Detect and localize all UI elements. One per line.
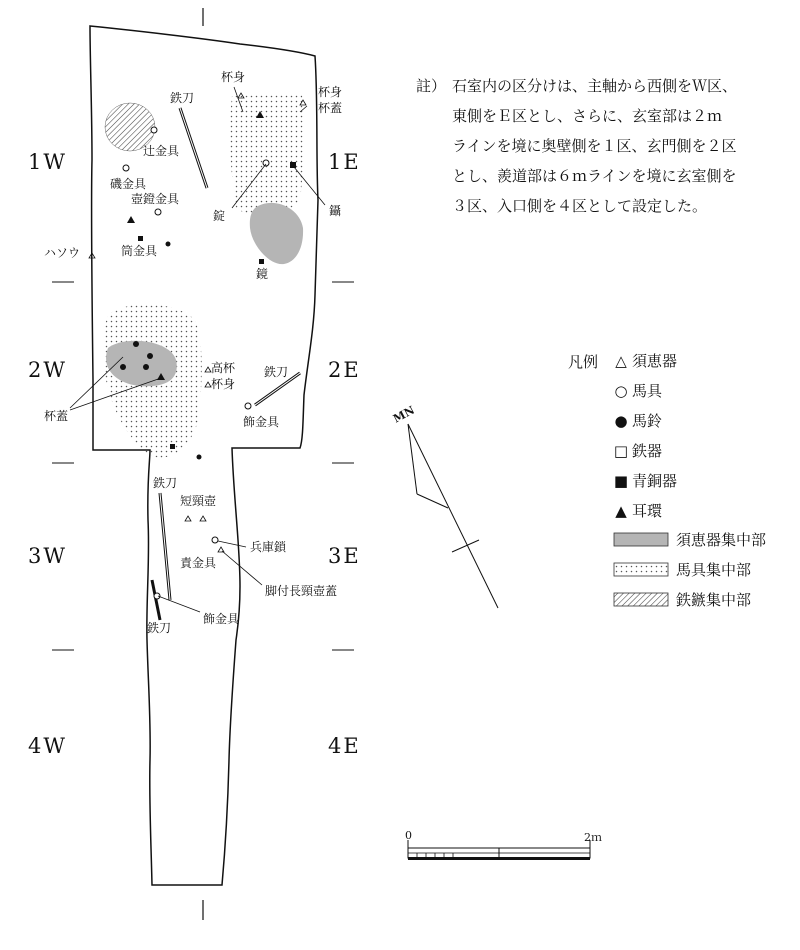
square-filled-icon: ■: [613, 472, 629, 490]
bronze-marker: [170, 444, 175, 449]
sue-marker: [218, 547, 224, 552]
legend-swatch-arrowhead: [614, 593, 668, 606]
note-label: 註）: [416, 77, 447, 95]
legend-item-bronze: [612, 472, 677, 490]
label-tsukimi: 杯身: [211, 377, 236, 391]
sword-4w: [152, 580, 160, 620]
legend-label: 須恵器: [632, 352, 678, 370]
sword-3w-core: [160, 493, 170, 600]
label-takatsuki: 高杯: [211, 361, 236, 375]
label-iron-sword: 鉄刀: [170, 91, 195, 105]
note-line-1: 石室内の区分けは、主軸から西側をＷ区、: [452, 77, 738, 95]
legend-swatch-sue: [614, 533, 668, 546]
horse-gear-marker: [263, 160, 269, 166]
north-arrow-line: [408, 424, 498, 608]
bell-marker: [120, 364, 126, 370]
label-tsutsukanagu: 筒金具: [121, 244, 158, 258]
legend-label: 耳環: [632, 502, 663, 520]
legend-item-arrowhead-area: [676, 591, 751, 609]
leader-line: [218, 541, 246, 547]
bell-marker: [133, 341, 139, 347]
bell-marker: [147, 353, 153, 359]
bronze-marker: [259, 259, 264, 264]
note-line-3: ラインを境に奥壁側を１区、玄門側を２区: [452, 137, 737, 155]
label-iron-sword: 鉄刀: [264, 365, 289, 379]
sue-marker: [185, 516, 191, 521]
legend-item-iron: [612, 442, 662, 460]
label-tsukimi: 杯身: [318, 85, 343, 99]
scale-bar-thick: [408, 857, 590, 860]
horse-gear-marker: [123, 165, 129, 171]
legend-item-horse-bell: [612, 412, 662, 430]
label-iron-sword: 鉄刀: [153, 476, 178, 490]
horse-gear-marker: [151, 127, 157, 133]
note-line-2: 東側をＥ区とし、さらに、玄室部は２ｍ: [452, 107, 723, 125]
label-tankeiko: 短頸壺: [180, 494, 217, 508]
earring-marker: [127, 216, 135, 223]
sue-area-1e: [250, 203, 303, 264]
legend-swatch-horse-gear: [614, 563, 668, 576]
label-jo: 錠: [213, 209, 226, 223]
zone-label-1e: 1E: [328, 150, 361, 174]
legend-title: 凡例: [568, 353, 599, 371]
horse-gear-marker: [155, 209, 161, 215]
label-hasou: ハソウ: [44, 246, 81, 260]
legend-item-sue: [612, 352, 677, 370]
label-iron-sword: 鉄刀: [147, 621, 172, 635]
legend-item-horse-gear-area: [676, 561, 751, 579]
north-arrow-line: [408, 424, 417, 494]
zone-label-1w: 1W: [28, 150, 67, 174]
note-line-4: とし、羨道部は６ｍラインを境に玄室側を: [452, 167, 737, 185]
north-arrow-label: MN: [391, 403, 417, 426]
label-kane: 鑷: [329, 204, 342, 218]
bell-marker: [197, 455, 202, 460]
bronze-marker: [138, 236, 143, 241]
leader-line: [158, 596, 200, 612]
label-mirror: 鏡: [256, 267, 269, 281]
circle-outline-icon: ○: [614, 382, 628, 400]
zone-label-4e: 4E: [328, 734, 361, 758]
label-kyakutsuki-tsubofuta: 脚付長頸壺蓋: [265, 584, 338, 598]
triangle-outline-icon: △: [615, 352, 627, 370]
legend-label: 馬鈴: [632, 412, 663, 430]
legend-label: 青銅器: [632, 472, 678, 490]
legend-label: 鉄鏃集中部: [676, 591, 752, 609]
legend-item-sue-area: [676, 531, 766, 549]
circle-filled-icon: ●: [614, 412, 628, 430]
label-tsujikanagu: 辻金具: [143, 144, 180, 158]
label-semekanagu: 責金具: [180, 556, 217, 570]
legend-label: 鉄器: [632, 442, 663, 460]
legend-label: 馬具: [632, 382, 663, 400]
zone-label-4w: 4W: [28, 734, 67, 758]
note-line-5: ３区、入口側を４区として設定した。: [452, 197, 708, 215]
label-tsukifuta: 杯蓋: [44, 409, 69, 423]
bell-marker: [166, 242, 171, 247]
horse-gear-marker: [245, 403, 251, 409]
zone-label-2w: 2W: [28, 358, 67, 382]
legend-label: 須恵器集中部: [676, 531, 767, 549]
scale-label-end: 2ｍ: [584, 831, 602, 844]
square-outline-icon: □: [613, 442, 629, 460]
label-tsukifuta: 杯蓋: [318, 101, 343, 115]
triangle-filled-icon: ▲: [615, 502, 627, 520]
horse-gear-marker: [212, 537, 218, 543]
legend-item-earring: [612, 502, 662, 520]
scale-label-start: 0: [405, 829, 412, 842]
zone-label-2e: 2E: [328, 358, 361, 382]
label-tsuboabumikanagu: 壺鐙金具: [131, 192, 180, 206]
legend-item-horse-gear: [612, 382, 662, 400]
zone-label-3e: 3E: [328, 544, 361, 568]
leader-line: [222, 551, 262, 585]
legend-label: 馬具集中部: [676, 561, 752, 579]
bronze-marker: [290, 162, 296, 168]
sword-1w-core: [180, 108, 207, 188]
label-hyogokusari: 兵庫鎖: [250, 540, 287, 554]
zone-label-3w: 3W: [28, 544, 67, 568]
bell-marker: [143, 364, 149, 370]
label-isokanagu: 磯金具: [110, 177, 147, 191]
label-kazarikanagu: 飾金具: [243, 415, 280, 429]
label-tsukimi: 杯身: [221, 70, 246, 84]
label-kazarikanagu: 飾金具: [203, 612, 240, 626]
sue-marker: [200, 516, 206, 521]
